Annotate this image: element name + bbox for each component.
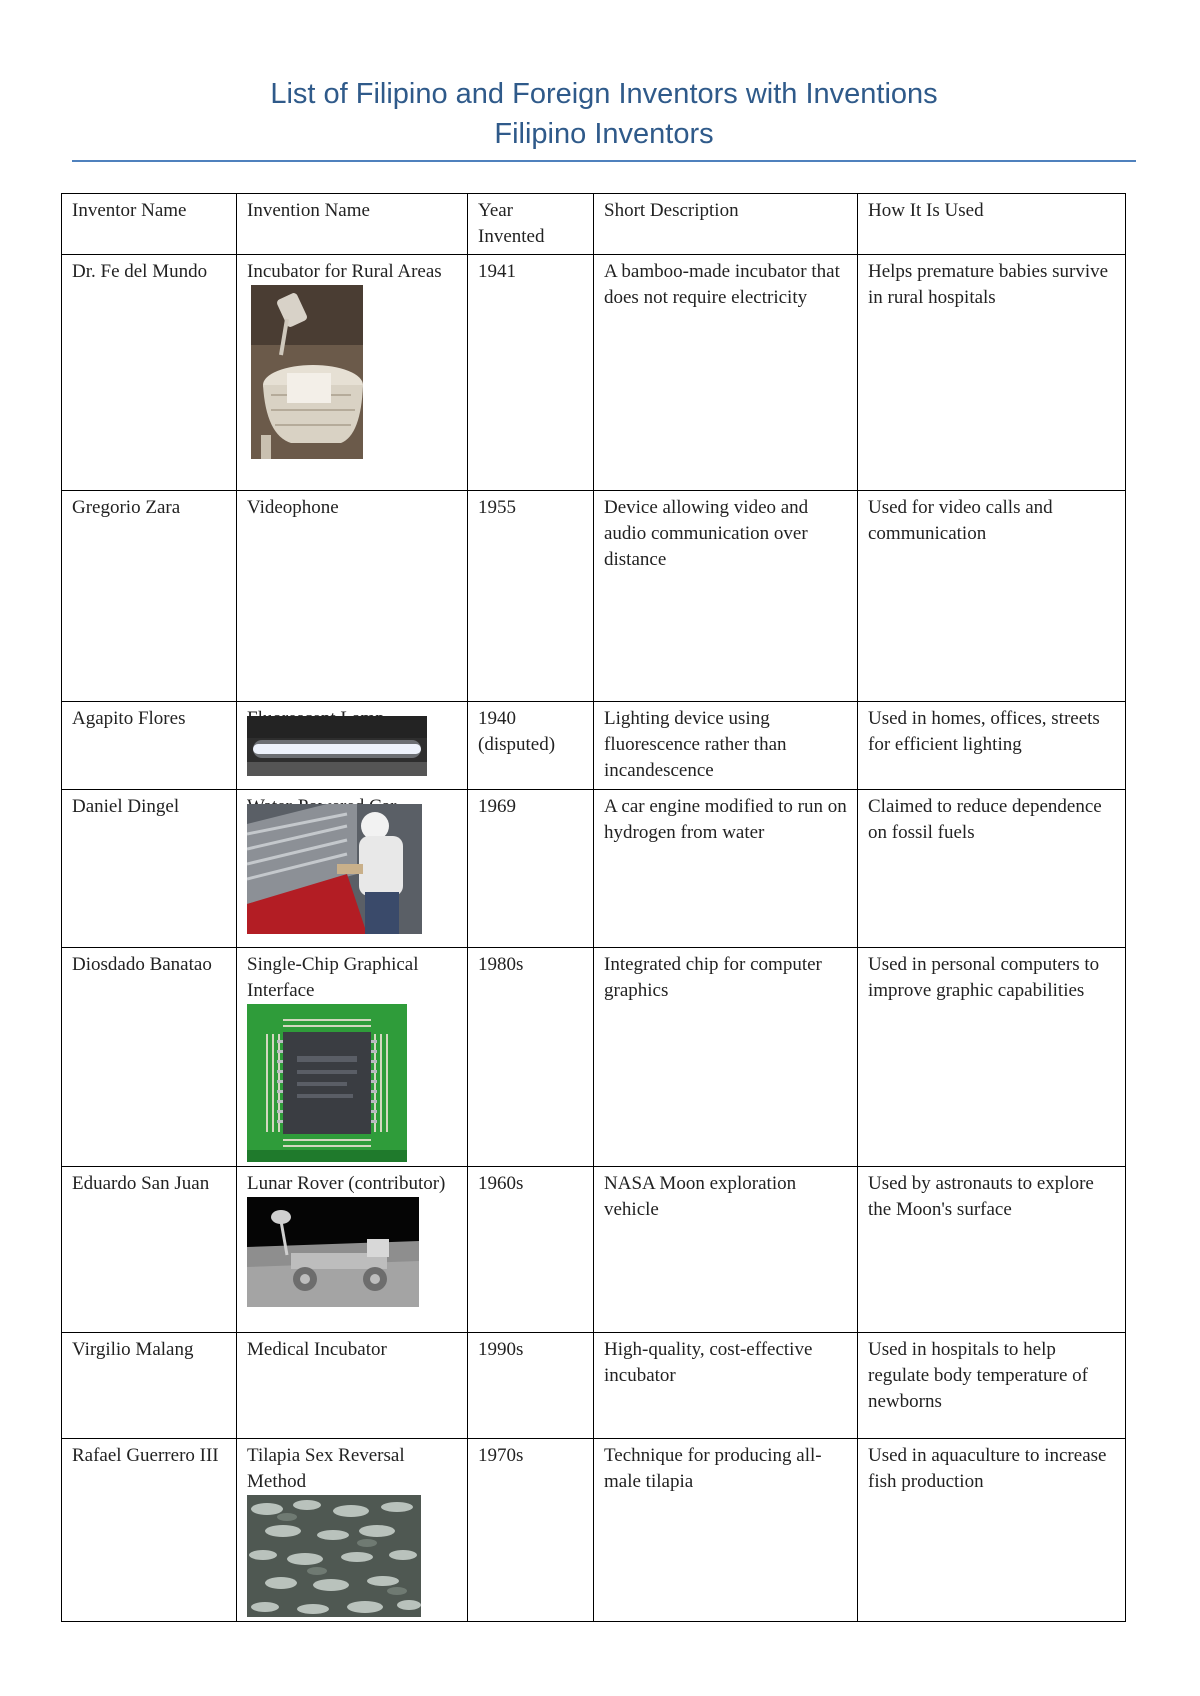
title-main: List of Filipino and Foreign Inventors with Inventions [270, 78, 938, 110]
cell-year: 1955 [468, 491, 594, 702]
header-year-invented: Year Invented [468, 194, 594, 255]
header-how-it-is-used: How It Is Used [858, 194, 1126, 255]
cell-year: 1990s [468, 1333, 594, 1439]
cell-description: A car engine modified to run on hydrogen from water [594, 790, 858, 948]
cell-inventor: Dr. Fe del Mundo [62, 255, 237, 491]
cell-inventor: Eduardo San Juan [62, 1167, 237, 1333]
table-row [62, 255, 1126, 491]
lunar-rover-photo [247, 1197, 419, 1307]
cell-inventor: Daniel Dingel [62, 790, 237, 948]
cell-invention [237, 255, 468, 491]
table-row [62, 1167, 1126, 1333]
header-invention-name: Invention Name [237, 194, 468, 255]
cell-invention: Medical Incubator [237, 1333, 468, 1439]
cell-invention [237, 1439, 468, 1622]
table-header-row [62, 194, 1126, 255]
invention-label: Incubator for Rural Areas [247, 261, 442, 282]
cell-usage: Used in personal computers to improve graphic capabilities [858, 948, 1126, 1167]
cell-inventor: Virgilio Malang [62, 1333, 237, 1439]
cell-description: Lighting device using fluorescence rather than incandescence [594, 702, 858, 790]
microchip-photo [247, 1004, 407, 1162]
cell-usage: Helps premature babies survive in rural hospitals [858, 255, 1126, 491]
invention-label: Single-Chip Graphical Interface [247, 954, 419, 1001]
cell-description: Technique for producing all-male tilapia [594, 1439, 858, 1622]
title-divider [72, 160, 1136, 162]
tilapia-fish-photo [247, 1495, 421, 1617]
cell-year: 1960s [468, 1167, 594, 1333]
cell-inventor: Diosdado Banatao [62, 948, 237, 1167]
cell-invention [237, 790, 468, 948]
cell-usage: Used in homes, offices, streets for efficient lighting [858, 702, 1126, 790]
cell-invention: Videophone [237, 491, 468, 702]
cell-inventor: Agapito Flores [62, 702, 237, 790]
title-sub: Filipino Inventors [494, 118, 714, 150]
table-row [62, 790, 1126, 948]
table-row [62, 1333, 1126, 1439]
header-short-description: Short Description [594, 194, 858, 255]
table-row [62, 702, 1126, 790]
table-row [62, 491, 1126, 702]
water-powered-car-photo [247, 804, 422, 934]
cell-description: Device allowing video and audio communication over distance [594, 491, 858, 702]
cell-year: 1970s [468, 1439, 594, 1622]
cell-inventor: Gregorio Zara [62, 491, 237, 702]
cell-invention [237, 1167, 468, 1333]
table-row [62, 1439, 1126, 1622]
cell-year: 1969 [468, 790, 594, 948]
cell-usage: Claimed to reduce dependence on fossil fuels [858, 790, 1126, 948]
document-title [72, 74, 1136, 154]
cell-year: 1941 [468, 255, 594, 491]
bamboo-incubator-photo [251, 285, 363, 459]
cell-year: 1940 (disputed) [468, 702, 594, 790]
table-row [62, 948, 1126, 1167]
inventors-table [61, 193, 1126, 1622]
cell-invention [237, 702, 468, 790]
cell-description: NASA Moon exploration vehicle [594, 1167, 858, 1333]
invention-label: Lunar Rover (contributor) [247, 1173, 446, 1194]
header-inventor-name: Inventor Name [62, 194, 237, 255]
cell-invention [237, 948, 468, 1167]
cell-usage: Used in aquaculture to increase fish production [858, 1439, 1126, 1622]
cell-description: Integrated chip for computer graphics [594, 948, 858, 1167]
cell-description: A bamboo-made incubator that does not require electricity [594, 255, 858, 491]
fluorescent-lamp-photo [247, 716, 427, 776]
cell-usage: Used for video calls and communication [858, 491, 1126, 702]
cell-year: 1980s [468, 948, 594, 1167]
cell-usage: Used by astronauts to explore the Moon's surface [858, 1167, 1126, 1333]
cell-usage: Used in hospitals to help regulate body temperature of newborns [858, 1333, 1126, 1439]
invention-label: Tilapia Sex Reversal Method [247, 1445, 405, 1492]
cell-inventor: Rafael Guerrero III [62, 1439, 237, 1622]
cell-description: High-quality, cost-effective incubator [594, 1333, 858, 1439]
